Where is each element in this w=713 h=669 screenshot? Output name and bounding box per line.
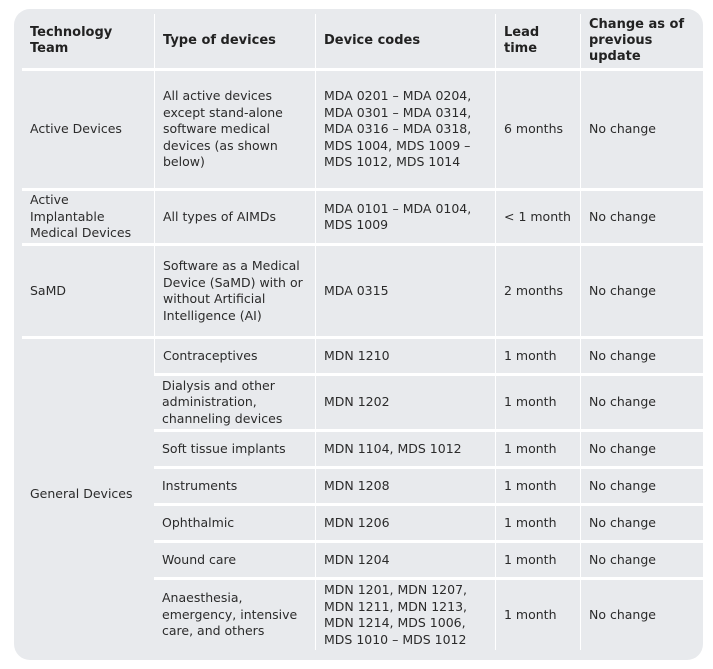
- type-cell: All types of AIMDs: [154, 188, 315, 243]
- type-cell: Soft tissue implants: [154, 429, 315, 466]
- device-lead-time-table: [22, 14, 703, 650]
- codes-cell: MDN 1208: [315, 466, 495, 503]
- change-cell: No change: [580, 188, 703, 243]
- header-row: [22, 14, 703, 68]
- change-cell: No change: [580, 503, 703, 540]
- codes-cell: MDN 1201, MDN 1207, MDN 1211, MDN 1213, MDN 1214, MDS 1006, MDS 1010 – MDS 1012: [315, 577, 495, 650]
- type-cell: Dialysis and other administration, channeling devices: [154, 373, 315, 429]
- codes-cell: MDN 1104, MDS 1012: [315, 429, 495, 466]
- change-cell: No change: [580, 577, 703, 650]
- lead-time-cell: 1 month: [495, 373, 580, 429]
- lead-time-cell: 1 month: [495, 503, 580, 540]
- change-cell: No change: [580, 540, 703, 577]
- table-row: [22, 336, 703, 373]
- table-row: [22, 68, 703, 188]
- type-cell: Software as a Medical Device (SaMD) with or without Artificial Intelligence (AI): [154, 243, 315, 336]
- codes-cell: MDA 0101 – MDA 0104, MDS 1009: [315, 188, 495, 243]
- lead-time-cell: 1 month: [495, 336, 580, 373]
- team-cell: General Devices: [22, 336, 154, 650]
- change-cell: No change: [580, 466, 703, 503]
- codes-cell: MDN 1210: [315, 336, 495, 373]
- team-cell: SaMD: [22, 243, 154, 336]
- table-row: [22, 243, 703, 336]
- type-cell: Anaesthesia, emergency, intensive care, and others: [154, 577, 315, 650]
- lead-time-cell: < 1 month: [495, 188, 580, 243]
- team-cell: Active Devices: [22, 68, 154, 188]
- lead-time-cell: 1 month: [495, 429, 580, 466]
- table-row: [22, 188, 703, 243]
- header-technology-team: Technology Team: [30, 25, 113, 56]
- lead-time-cell: 2 months: [495, 243, 580, 336]
- type-cell: Wound care: [154, 540, 315, 577]
- lead-time-cell: 1 month: [495, 540, 580, 577]
- change-cell: No change: [580, 68, 703, 188]
- lead-time-cell: 1 month: [495, 577, 580, 650]
- change-cell: No change: [580, 336, 703, 373]
- type-cell: Contraceptives: [154, 336, 315, 373]
- change-cell: No change: [580, 243, 703, 336]
- header-type-of-devices: Type of devices: [154, 14, 315, 68]
- header-change: Change as of previous update: [580, 14, 703, 68]
- type-cell: Instruments: [154, 466, 315, 503]
- codes-cell: MDN 1204: [315, 540, 495, 577]
- codes-cell: MDN 1202: [315, 373, 495, 429]
- lead-time-cell: 1 month: [495, 466, 580, 503]
- change-cell: No change: [580, 373, 703, 429]
- team-cell: Active Implantable Medical Devices: [22, 188, 154, 243]
- codes-cell: MDA 0315: [315, 243, 495, 336]
- type-cell: All active devices except stand-alone software medical devices (as shown below): [154, 68, 315, 188]
- header-lead-time: Lead time: [495, 14, 580, 68]
- codes-cell: MDA 0201 – MDA 0204, MDA 0301 – MDA 0314, MDA 0316 – MDA 0318, MDS 1004, MDS 1009 – MDS 1012, MDS 1014: [315, 68, 495, 188]
- header-device-codes: Device codes: [315, 14, 495, 68]
- type-cell: Ophthalmic: [154, 503, 315, 540]
- change-cell: No change: [580, 429, 703, 466]
- codes-cell: MDN 1206: [315, 503, 495, 540]
- lead-time-cell: 6 months: [495, 68, 580, 188]
- table-card: [14, 9, 703, 660]
